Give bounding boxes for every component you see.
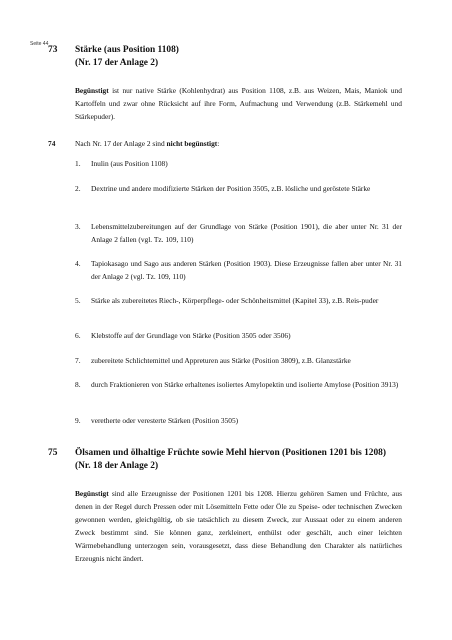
section-75-paragraph xyxy=(75,487,402,565)
list-item-text: Klebstoffe auf der Grundlage von Stärke (Position 3505 oder 3506) xyxy=(91,331,291,340)
section-74-intro-pre: Nach Nr. 17 der Anlage 2 sind xyxy=(75,139,167,148)
section-73-title xyxy=(75,44,405,70)
section-73-text: ist nur native Stärke (Kohlenhydrat) aus Position 1108, z.B. aus Weizen, Mais, Maniok und Kartoffeln und zwar ohne Rücksicht auf ihre Form, Aufmachung und Verwendung (z.B. Stärkemehl und Stärkepuder). xyxy=(75,86,402,121)
section-73-title-line1: Stärke (aus Position 1108) xyxy=(75,45,179,55)
list-item-number: 3. xyxy=(75,222,81,231)
list-item-number: 8. xyxy=(75,380,81,389)
list-item-text: Dextrine und andere modifizierte Stärken der Position 3505, z.B. lösliche und geröstete Stärke xyxy=(91,184,371,193)
list-item-text: Lebensmittelzubereitungen auf der Grundlage von Stärke (Position 1901), die aber unter Nr. 31 der Anlage 2 fallen (vgl. Tz. 109, 110) xyxy=(91,222,402,244)
list-item-number: 5. xyxy=(75,296,81,305)
section-73-paragraph xyxy=(75,84,402,123)
list-item-text: durch Fraktionieren von Stärke erhaltenes isoliertes Amylopektin und isolierte Amylose (Position 3913) xyxy=(91,380,399,389)
list-item-number: 2. xyxy=(75,184,81,193)
section-74-intro-post: : xyxy=(217,139,220,148)
section-75-title-line2: (Nr. 18 der Anlage 2) xyxy=(75,461,159,471)
section-75-bold-term: Begünstigt xyxy=(75,489,109,498)
list-item-number: 1. xyxy=(75,159,81,168)
section-74-number: 74 xyxy=(48,139,56,148)
list-item-text: veretherte oder veresterte Stärken (Position 3505) xyxy=(91,416,239,425)
section-75-number: 75 xyxy=(48,448,58,458)
section-73-bold-term: Begünstigt xyxy=(75,86,109,95)
section-73-title-line2: (Nr. 17 der Anlage 2) xyxy=(75,58,159,68)
section-75-title-line1: Ölsamen und ölhaltige Früchte sowie Mehl hiervon (Positionen 1201 bis 1208) xyxy=(75,448,386,458)
list-item-number: 4. xyxy=(75,259,81,268)
list-item-number: 7. xyxy=(75,356,81,365)
list-item-text: zubereitete Schlichtemittel und Appreturen aus Stärke (Position 3809), z.B. Glanzstärke xyxy=(91,356,351,365)
section-74-intro-bold: nicht begünstigt xyxy=(166,139,218,148)
list-item-number: 6. xyxy=(75,331,81,340)
section-73-number: 73 xyxy=(48,45,58,55)
list-item-text: Stärke als zubereitetes Riech-, Körperpflege- oder Schönheitsmittel (Kapitel 33), z.B. Reis-puder xyxy=(91,296,379,305)
section-75-text: sind alle Erzeugnisse der Positionen 1201 bis 1208. Hierzu gehören Samen und Früchte, aus denen in der Regel durch Pressen oder mit Lösemitteln Fette oder Öle zu Speise- oder technischen Zwecken gewonnen werden, gleichgültig, ob sie tatsächlich zu diesem Zweck, zur Aussaat oder zu einem anderen Zweck bestimmt sind. Sie können ganz, zerkleinert, enthülst oder geschält, auch einer leichten Wärmebehandlung unterzogen sein, vorausgesetzt, dass diese Behandlung den Charakter als natürliches Erzeugnis nicht ändert. xyxy=(75,489,402,563)
page-label: Seite 44 xyxy=(30,41,49,47)
list-item-number: 9. xyxy=(75,416,81,425)
section-74-intro xyxy=(75,137,402,150)
section-75-title xyxy=(75,447,405,473)
list-item-text: Tapiokasago und Sago aus anderen Stärken (Position 1903). Diese Erzeugnisse fallen aber unter Nr. 31 der Anlage 2 (vgl. Tz. 109, 110) xyxy=(91,259,402,281)
list-item-text: Inulin (aus Position 1108) xyxy=(91,159,168,168)
